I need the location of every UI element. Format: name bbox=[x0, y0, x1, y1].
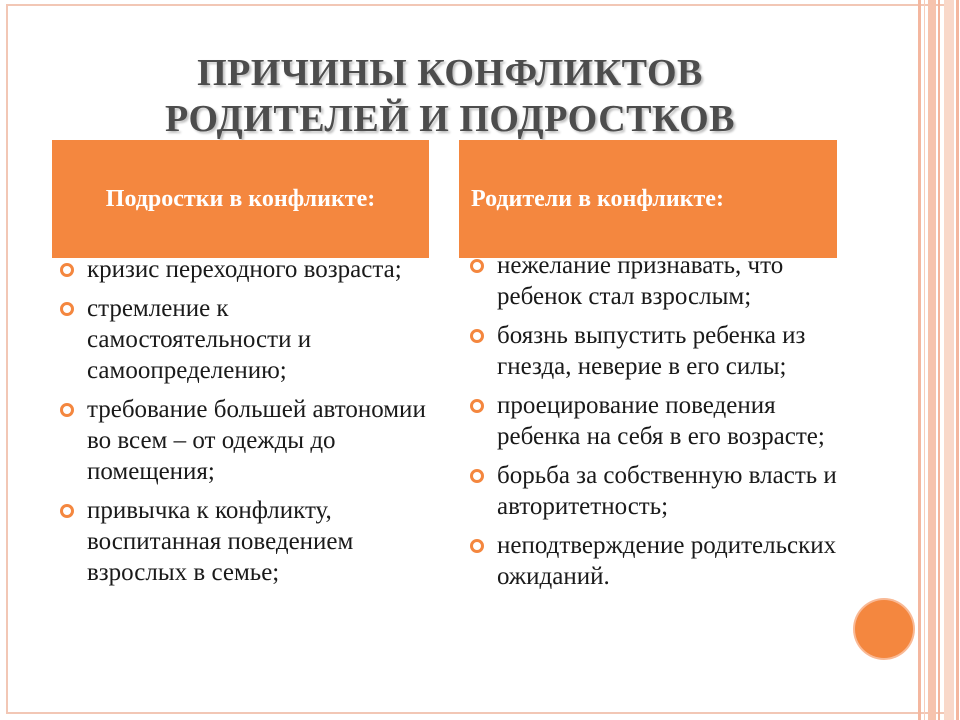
bullet-circle-icon bbox=[60, 504, 74, 518]
list-item bbox=[468, 460, 838, 522]
teenagers-reasons-list bbox=[58, 254, 428, 596]
list-item-text: требование большей автономии во всем – от одежды до помещения; bbox=[87, 396, 426, 485]
list-item-text: борьба за собственную власть и авторитетность; bbox=[497, 462, 837, 520]
list-item-text: нежелание признавать, что ребенок стал взрослым; bbox=[497, 252, 784, 310]
bullet-circle-icon bbox=[470, 539, 484, 553]
slide-title-line-2: РОДИТЕЛЕЙ И ПОДРОСТКОВ bbox=[165, 98, 735, 140]
list-item-text: боязнь выпустить ребенка из гнезда, неверие в его силы; bbox=[497, 322, 806, 380]
slide-title-line-1: ПРИЧИНЫ КОНФЛИКТОВ bbox=[197, 52, 703, 94]
list-item-text: кризис переходного возраста; bbox=[87, 256, 402, 283]
list-item bbox=[468, 320, 838, 382]
list-item bbox=[468, 250, 838, 312]
parents-column-header: Родители в конфликте: bbox=[459, 140, 837, 258]
list-item-text: стремление к самостоятельности и самоопределению; bbox=[87, 295, 312, 384]
bullet-circle-icon bbox=[470, 399, 484, 413]
bullet-circle-icon bbox=[60, 302, 74, 316]
list-item bbox=[58, 293, 428, 386]
slide-title bbox=[60, 50, 840, 142]
list-item-text: привычка к конфликту, воспитанная поведением взрослых в семье; bbox=[87, 497, 354, 586]
decorative-circle bbox=[855, 600, 913, 658]
list-item bbox=[468, 390, 838, 452]
bullet-circle-icon bbox=[470, 259, 484, 273]
list-item bbox=[58, 495, 428, 588]
list-item bbox=[58, 254, 428, 285]
bullet-circle-icon bbox=[470, 329, 484, 343]
list-item bbox=[58, 394, 428, 487]
parents-reasons-list bbox=[468, 250, 838, 600]
list-item-text: неподтверждение родительских ожиданий. bbox=[497, 532, 837, 590]
list-item-text: проецирование поведения ребенка на себя в его возрасте; bbox=[497, 392, 825, 450]
decorative-stripes bbox=[918, 0, 960, 720]
teenagers-column-header: Подростки в конфликте: bbox=[52, 140, 429, 258]
bullet-circle-icon bbox=[60, 403, 74, 417]
bullet-circle-icon bbox=[470, 469, 484, 483]
list-item bbox=[468, 530, 838, 592]
bullet-circle-icon bbox=[60, 263, 74, 277]
